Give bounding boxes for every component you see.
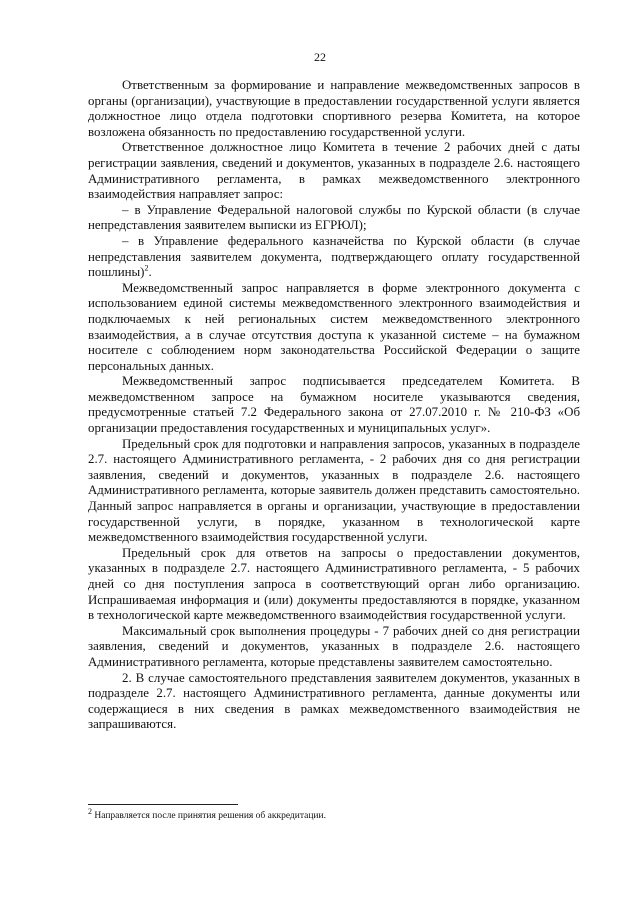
paragraph-responsible-person: Ответственным за формирование и направление межведомственных запросов в органы (организации), участвующие в предоставлении государственной услуги является должностное лицо отдела подготовки спортивного резерва Комитета, на которое возложена обязанность по предоставлению государственной услуги. [88,78,580,139]
paragraph-signature: Межведомственный запрос подписывается председателем Комитета. В межведомственном запросе на бумажном носителе указываются сведения, предусмотренные статьей 7.2 Федерального закона от 27.07.2010 г. № 210-ФЗ «Об организации предоставления государственных и муниципальных услуг». [88,374,580,436]
paragraph-tax-service: – в Управление Федеральной налоговой службы по Курской области (в случае непредставления заявителем выписки из ЕГРЮЛ); [88,202,580,233]
paragraph-treasury [88,234,580,281]
paragraph-self-submission: 2. В случае самостоятельного представления заявителем документов, указанных в подразделе 2.7. настоящего Административного регламента, данные документы или содержащиеся в них сведения в рамках межведомственного взаимодействия не запрашиваются. [88,670,580,732]
footnote-reference: 2 [144,263,149,273]
footnote-separator [88,804,238,805]
body-text [88,78,580,733]
footnote-text: Направляется после принятия решения об аккредитации. [94,811,326,821]
paragraph-max-duration: Максимальный срок выполнения процедуры - 7 рабочих дней со дня регистрации заявления, сведений и документов, указанных в подразделе 2.6. настоящего Административного регламента, которые представлены заявителем самостоятельно. [88,623,580,669]
paragraph-preparation-deadline: Предельный срок для подготовки и направления запросов, указанных в подразделе 2.7. настоящего Административного регламента, - 2 рабочих дня со дня регистрации заявления, сведений и документов, указанных в подразделе 2.6. настоящего Административного регламента, которые заявитель должен представить самостоятельно. Данный запрос направляется в органы и организации, участвующие в предоставлении государственной услуги, в порядке, указанном в технологической карте межведомственного взаимодействия государственной услуги. [88,436,580,545]
paragraph-treasury-text: – в Управление федерального казначейства по Курской области (в случае непредставления заявителем документа, подтверждающего оплату государственной пошлины) [88,233,580,280]
paragraph-request-deadline: Ответственное должностное лицо Комитета в течение 2 рабочих дней с даты регистрации заявления, сведений и документов, указанных в подразделе 2.6. настоящего Административного регламента, в рамках межведомственного электронного взаимодействия направляет запрос: [88,140,580,202]
page-number: 22 [314,50,326,64]
footnote-marker: 2 [88,806,92,816]
paragraph-treasury-end: . [148,265,152,280]
footnote [88,806,580,822]
paragraph-electronic-form: Межведомственный запрос направляется в форме электронного документа с использованием единой системы межведомственного электронного взаимодействия и подключаемых к ней региональных систем межведомственного электронного взаимодействия, а в случае отсутствия доступа к указанной системе – на бумажном носителе с соблюдением норм законодательства Российской Федерации о защите персональных данных. [88,280,580,373]
paragraph-response-deadline: Предельный срок для ответов на запросы о предоставлении документов, указанных в подразделе 2.7. настоящего Административного регламента, - 5 рабочих дней со дня поступления запроса в соответствующий орган либо организацию. Испрашиваемая информация и (или) документы предоставляются в порядке, указанном в технологической карте межведомственного взаимодействия государственной услуги. [88,545,580,623]
